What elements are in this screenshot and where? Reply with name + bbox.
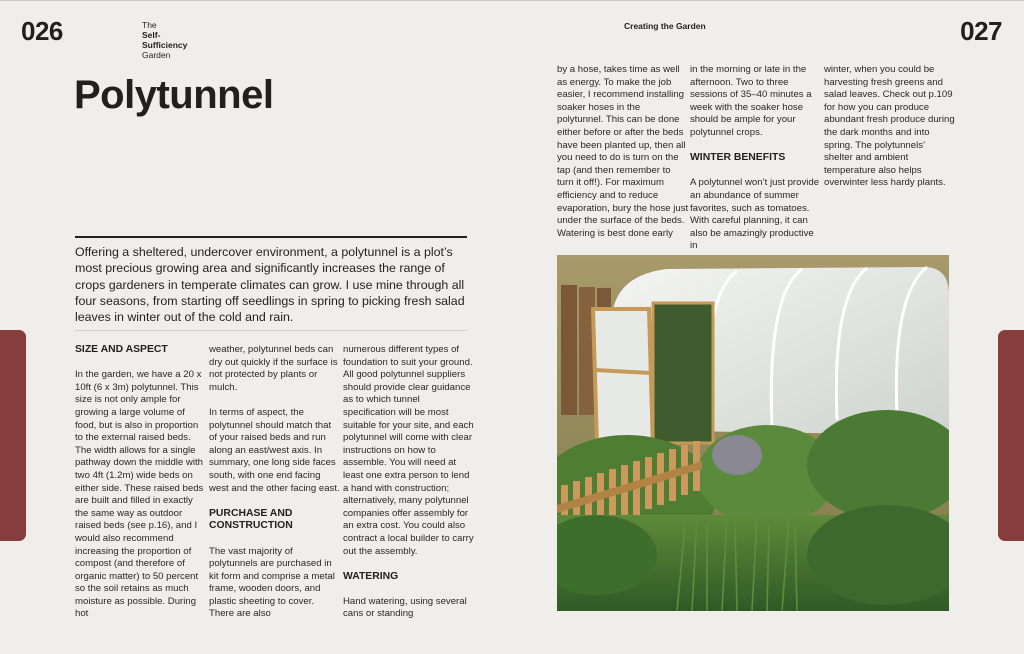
body-paragraph: In the garden, we have a 20 x 10ft (6 x 3m) polytunnel. This size is not only ample for growing a large volume of food, but is also in proportion to the external raised beds. The width allows for a single pathway down the middle with two 4ft (1.2m) wide beds on either side. These raised beds are built and filled in exactly the same way as outdoor raised beds (see p.16), and I would also recommend increasing the proportion of compost (and therefore of organic matter) to 50 percent so the soil retains as much moisture as possible. During hot [75, 369, 204, 620]
book-title-line: Garden [142, 50, 171, 60]
book-title-line: Sufficiency [142, 40, 188, 50]
book-title-line: The [142, 20, 157, 30]
text-column-4 [557, 64, 689, 253]
body-paragraph: in the morning or late in the afternoon. Two to three sessions of 35–40 minutes a week with the soaker hose should be ample for your polytunnel crops. [690, 64, 812, 138]
running-section-label: Creating the Garden [624, 21, 706, 31]
text-column-1 [75, 344, 207, 634]
text-column-3 [343, 344, 475, 634]
book-title [142, 20, 187, 60]
body-paragraph: winter, when you could be harvesting fresh greens and salad leaves. Check out p.109 for how you can produce abundant fresh produce during the dark months and into spring. The polytunnels’ shelter and ambient temperature also helps overwinter less hardy plants. [824, 64, 955, 189]
body-paragraph: In terms of aspect, the polytunnel should match that of your raised beds and run along an east/west axis. In summary, one long side faces south, with one end facing west and the other facing east. [209, 406, 340, 494]
page-headline: Polytunnel [74, 73, 274, 117]
text-column-2 [209, 344, 341, 634]
body-paragraph: numerous different types of foundation to suit your ground. All good polytunnel suppliers should provide clear guidance as to which tunnel specification will be most suitable for your site, and each polytunnel will come with clear instructions on how to assemble. You will need at least one extra person to lend a hand with construction; alternatively, many polytunnel companies offer assembly for an extra cost. You could also contract a local builder to carry out the assembly. [343, 344, 474, 557]
section-heading-winter-benefits: WINTER BENEFITS [690, 152, 786, 164]
page-number-right: 027 [960, 16, 1002, 46]
text-column-5 [690, 64, 822, 266]
section-heading-size-aspect: SIZE AND ASPECT [75, 344, 168, 355]
body-paragraph: by a hose, takes time as well as energy. To make the job easier, I recommend installing soaker hoses in the polytunnel. This can be done either before or after the beds have been planted up, then all you need to do is turn on the tap (and then remember to turn it off!). For maximum efficiency and to reduce evaporation, bury the hose just under the surface of the beds. Watering is best done early [557, 64, 689, 239]
section-heading-watering: WATERING [343, 570, 399, 582]
intro-bottom-rule [75, 330, 467, 331]
page-number-left: 026 [21, 16, 63, 46]
body-paragraph: weather, polytunnel beds can dry out quickly if the surface is not protected by plants or mulch. [209, 344, 338, 393]
section-heading-purchase-construction: PURCHASE AND CONSTRUCTION [209, 507, 293, 532]
body-paragraph: The vast majority of polytunnels are purchased in kit form and comprise a metal frame, wooden doors, and plastic sheeting to cover. There are also [209, 545, 335, 620]
book-title-line: Self- [142, 30, 161, 40]
chapter-tab-left [0, 330, 26, 541]
polytunnel-photo [557, 255, 949, 611]
body-paragraph: A polytunnel won’t just provide an abundance of summer favorites, such as tomatoes. With careful planning, it can also be amazingly productive in [690, 177, 820, 252]
body-paragraph: Hand watering, using several cans or standing [343, 595, 467, 620]
text-column-6 [824, 64, 956, 203]
intro-paragraph: Offering a sheltered, undercover environment, a polytunnel is a plot’s most precious growing area and significantly increases the range of crops gardeners in temperate climates can grow. I use mine through all four seasons, from starting off seedlings in spring to picking fresh salad leaves in winter out of the cold and rain. [75, 245, 465, 325]
chapter-tab-right [998, 330, 1024, 541]
intro-top-rule [75, 236, 467, 238]
